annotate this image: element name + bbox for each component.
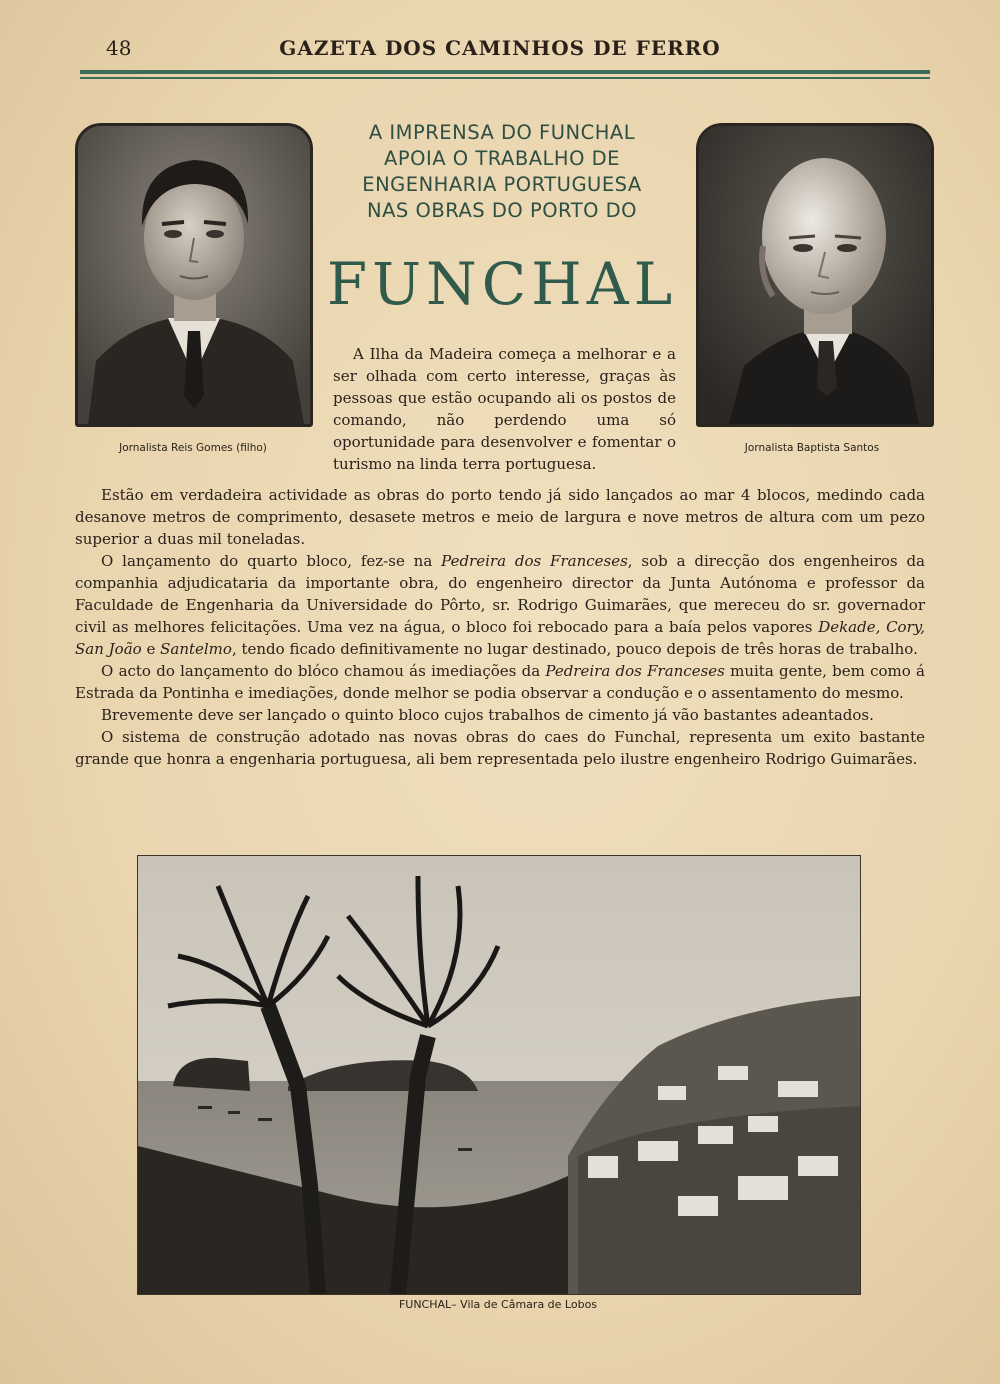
portrait-reis-gomes (75, 123, 313, 427)
page-header (0, 30, 1000, 66)
place-name: Pedreira dos Franceses (441, 552, 628, 570)
article-title: FUNCHAL (326, 250, 678, 318)
paragraph: O lançamento do quarto bloco, fez-se na Pedreira dos Franceses, sob a direcção dos engenheiros da companhia adjudicataria da importante obra, do engenheiro director da Junta Autónoma e professor da Faculdade de Engenharia da Universidade do Pôrto, sr. Rodrigo Guimarães, que mereceu do sr. governador civil as melhores felicitações. Uma vez na água, o bloco foi rebocado para a baía pelos vapores Dekade, Cory, San João e Santelmo, tendo ficado definitivamente no lugar destinado, pouco depois de três horas de trabalho. (75, 552, 925, 658)
ship-names: Dekade, Cory, San João (75, 618, 925, 658)
intro-paragraph: A Ilha da Madeira começa a melhorar e a ser olhada com certo interesse, graças às pessoas que estão ocupando ali os postos de comando, não perdendo uma só oportunidade para desenvolver e fomentar o turismo na linda terra portuguesa. (333, 345, 676, 473)
article-body (75, 484, 925, 770)
headline-line: A IMPRENSA DO FUNCHAL (368, 121, 636, 144)
harbour-photo (137, 855, 861, 1295)
place-name: Pedreira dos Franceses (545, 662, 725, 680)
paragraph: O acto do lançamento do blóco chamou ás imediações da Pedreira dos Franceses muita gente, bem como á Estrada da Pontinha e imediações, donde melhor se podia observar a condução e o assentamento do mesmo. (75, 662, 925, 702)
paragraph: Estão em verdadeira actividade as obras do porto tendo já sido lançados ao mar 4 blocos, medindo cada desanove metros de comprimento, desasete metros e meio de largura e nove metros de altura com um pezo superior a duas mil toneladas. (75, 486, 925, 548)
photo-caption: FUNCHAL– Vila de Câmara de Lobos (398, 1298, 598, 1311)
paragraph: O sistema de construção adotado nas novas obras do caes do Funchal, representa um exito bastante grande que honra a engenharia portuguesa, ali bem representada pelo ilustre engenheiro Rodrigo Guimarães. (75, 728, 925, 768)
portrait-baptista-santos (696, 123, 934, 427)
ship-name: Santelmo (160, 640, 232, 658)
page-number: 48 (106, 36, 132, 60)
article-headline (318, 120, 686, 224)
headline-line: NAS OBRAS DO PORTO DO (366, 199, 638, 222)
header-rule (80, 70, 930, 74)
portrait-caption-left: Jornalista Reis Gomes (filho) (119, 442, 267, 454)
journal-title: GAZETA DOS CAMINHOS DE FERRO (279, 36, 721, 60)
headline-line: ENGENHARIA PORTUGUESA (362, 173, 642, 196)
header-rule-thin (80, 77, 930, 79)
headline-line: APOIA O TRABALHO DE (384, 147, 620, 170)
portrait-caption-right: Jornalista Baptista Santos (744, 442, 880, 454)
paragraph: Brevemente deve ser lançado o quinto bloco cujos trabalhos de cimento já vão bastantes adeantados. (101, 706, 874, 724)
